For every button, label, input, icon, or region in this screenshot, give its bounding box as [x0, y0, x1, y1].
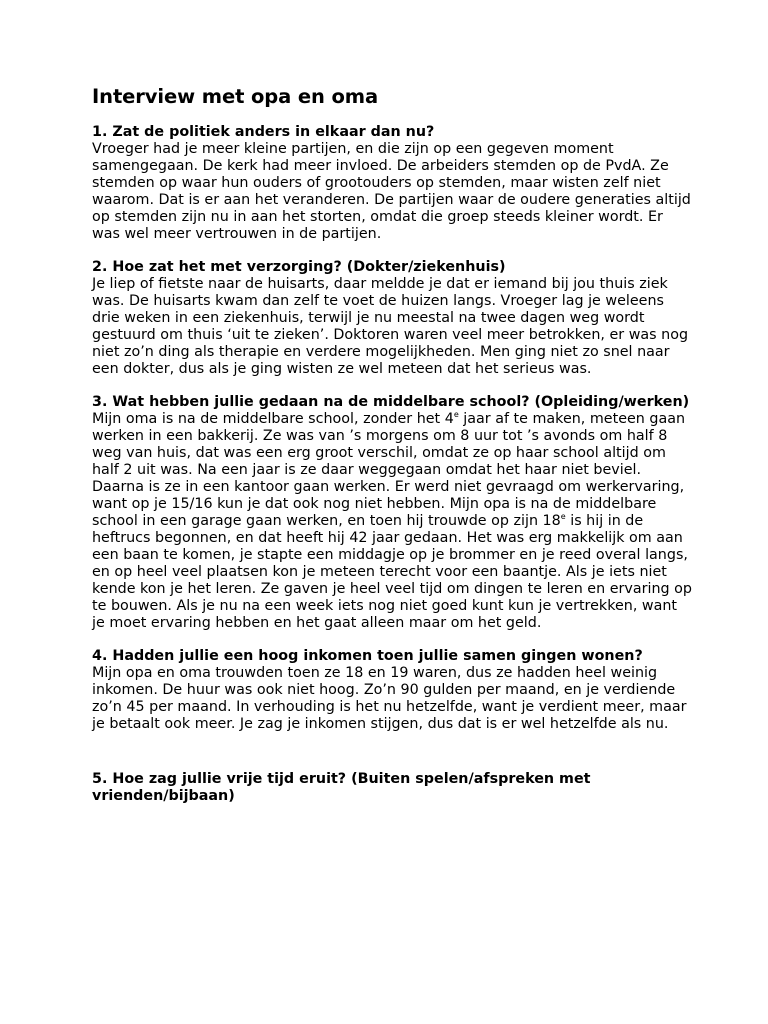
- answer-3-part-1: Mijn oma is na de middelbare school, zonder het 4: [92, 411, 454, 427]
- section-4: [92, 648, 692, 733]
- question-5: 5. Hoe zag jullie vrije tijd eruit? (Buiten spelen/afspreken met vrienden/bijbaan): [92, 771, 591, 804]
- document-title: Interview met opa en oma: [92, 85, 379, 108]
- section-1: [92, 124, 692, 243]
- section-5: [92, 771, 692, 805]
- answer-3: [92, 411, 692, 632]
- ordinal-suffix: e: [453, 410, 459, 420]
- question-4: 4. Hadden jullie een hoog inkomen toen jullie samen gingen wonen?: [92, 648, 643, 664]
- question-1: 1. Zat de politiek anders in elkaar dan nu?: [92, 124, 435, 140]
- answer-2: Je liep of fietste naar de huisarts, daar meldde je dat er iemand bij jou thuis ziek was. De huisarts kwam dan zelf te voet de huizen langs. Vroeger lag je weleens drie weken in een ziekenhuis, terwijl je nu meestal na twee dagen weg wordt gestuurd om thuis ‘uit te zieken’. Doktoren waren veel meer betrokken, er was nog niet zo’n ding als therapie en verdere mogelijkheden. Men ging niet zo snel naar een dokter, dus als je ging wisten ze wel meteen dat het serieus was.: [92, 276, 689, 377]
- section-2: [92, 259, 692, 378]
- question-2: 2. Hoe zat het met verzorging? (Dokter/ziekenhuis): [92, 259, 506, 275]
- document-page: [92, 86, 692, 821]
- answer-3-part-3: is hij in de heftrucs begonnen, en dat heeft hij 42 jaar gedaan. Het was erg makkelijk om aan een baan te komen, je stapte een middagje op je brommer en je reed overal langs, en op heel veel plaatsen kon je meteen terecht voor een baantje. Als je iets niet kende kon je het leren. Ze gaven je heel veel tijd om dingen te leren en ervaring op te bouwen. Als je nu na een week iets nog niet goed kunt kun je vertrekken, want je moet ervaring hebben en het gaat alleen maar om het geld.: [92, 513, 692, 631]
- section-3: [92, 394, 692, 632]
- answer-1: Vroeger had je meer kleine partijen, en die zijn op een gegeven moment samengegaan. De kerk had meer invloed. De arbeiders stemden op de PvdA. Ze stemden op waar hun ouders of grootouders op stemden, maar wisten zelf niet waarom. Dat is er aan het veranderen. De partijen waar de oudere generaties altijd op stemden zijn nu in aan het storten, omdat die groep steeds kleiner wordt. Er was wel meer vertrouwen in de partijen.: [92, 141, 691, 242]
- ordinal-suffix: e: [560, 512, 566, 522]
- answer-4: Mijn opa en oma trouwden toen ze 18 en 19 waren, dus ze hadden heel weinig inkomen. De huur was ook niet hoog. Zo’n 90 gulden per maand, en je verdiende zo’n 45 per maand. In verhouding is het nu hetzelfde, want je verdient meer, maar je betaalt ook meer. Je zag je inkomen stijgen, dus dat is er wel hetzelfde als nu.: [92, 665, 687, 732]
- question-3: 3. Wat hebben jullie gedaan na de middelbare school? (Opleiding/werken): [92, 394, 690, 410]
- answer-3-part-2: jaar af te maken, meteen gaan werken in een bakkerij. Ze was van ’s morgens om 8 uur tot ’s avonds om half 8 weg van huis, dat was een erg groot verschil, omdat ze op haar school altijd om half 2 uit was. Na een jaar is ze daar weggegaan omdat het haar niet beviel. Daarna is ze in een kantoor gaan werken. Er werd niet gevraagd om werkervaring, want op je 15/16 kun je dat ook nog niet hebben. Mijn opa is na de middelbare school in een garage gaan werken, en toen hij trouwde op zijn 18: [92, 411, 686, 529]
